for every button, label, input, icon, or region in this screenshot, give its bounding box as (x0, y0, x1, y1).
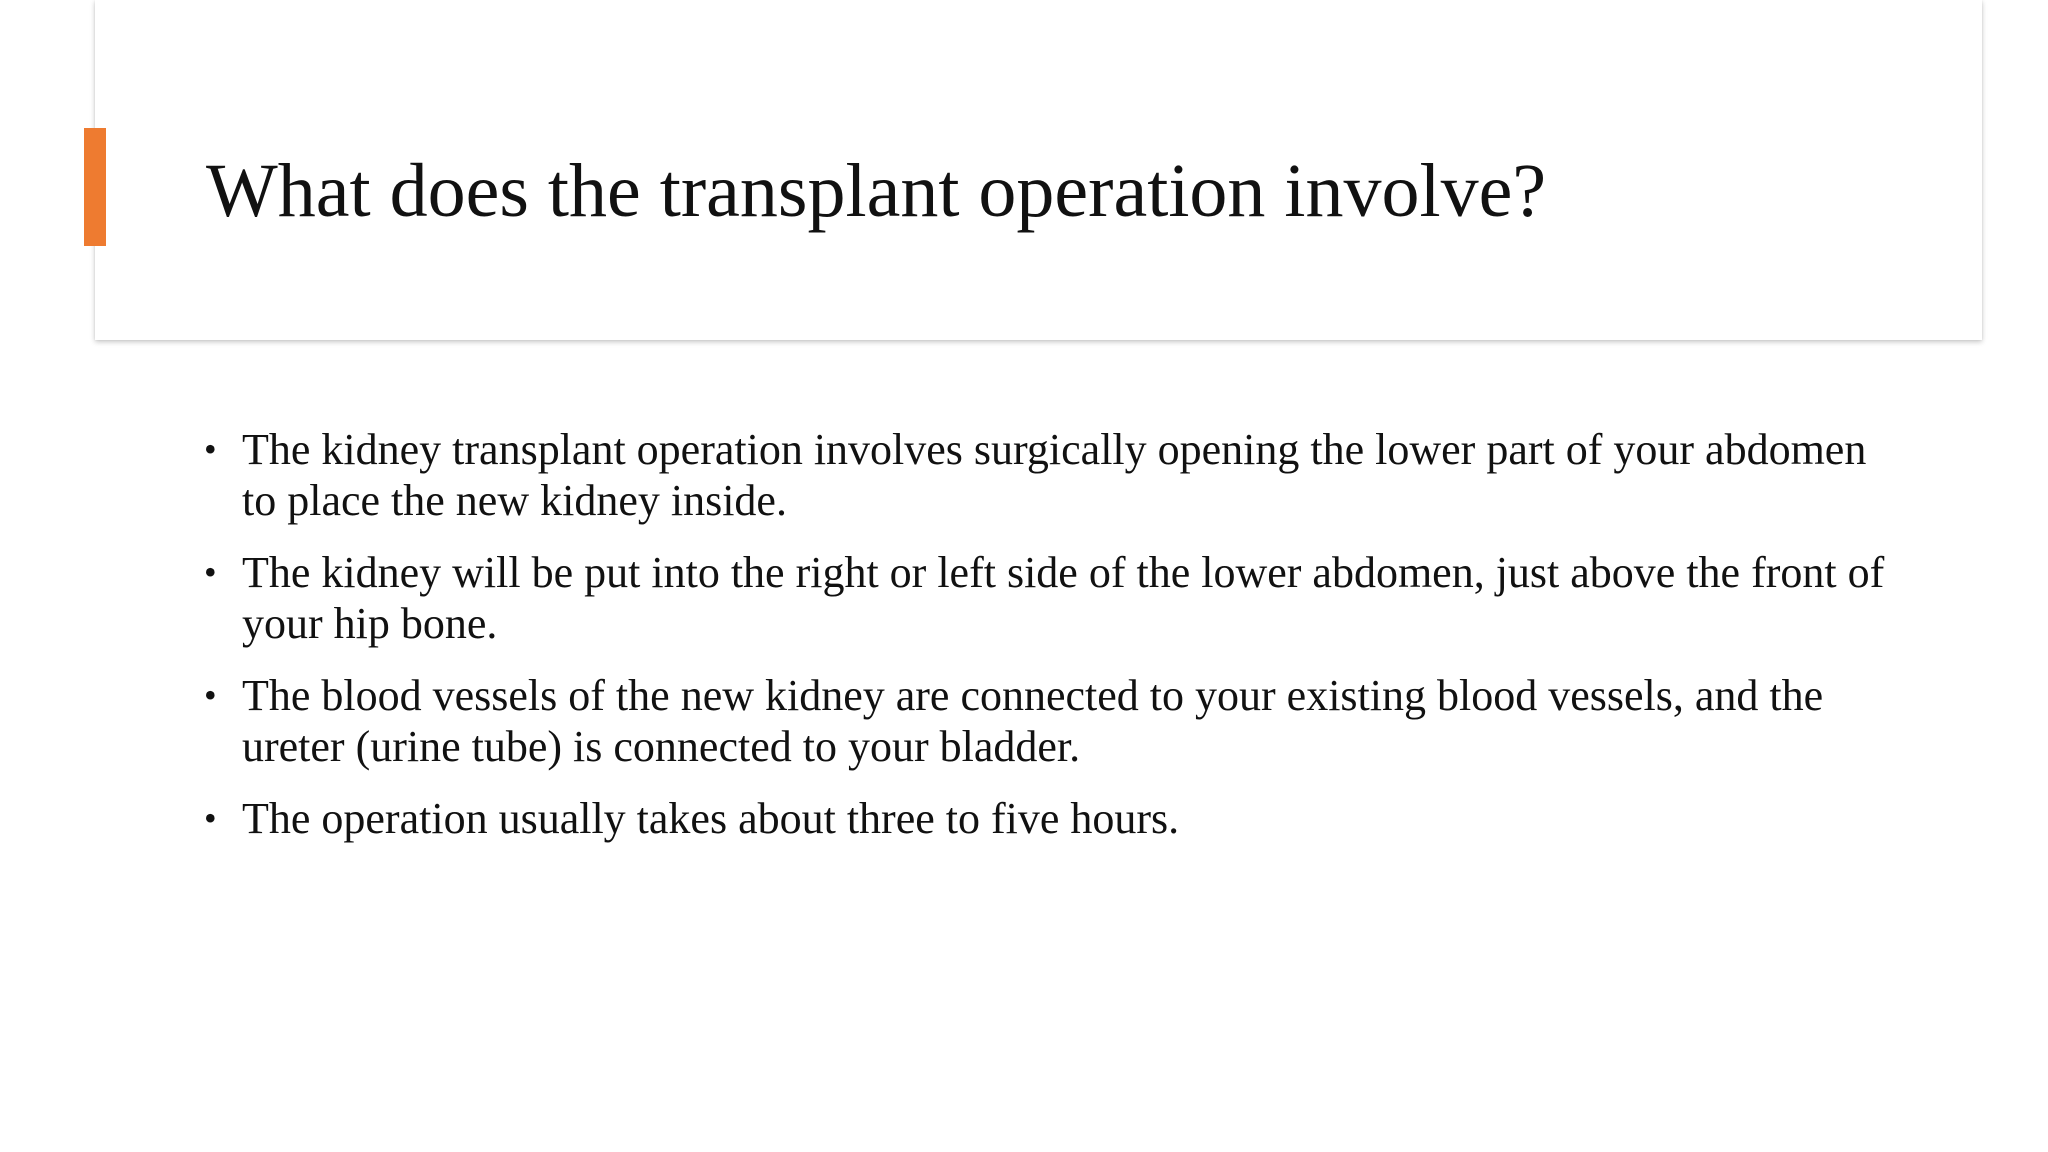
bullet-list (204, 424, 1904, 865)
slide-title: What does the transplant operation involve? (206, 149, 1547, 233)
bullet-text: The blood vessels of the new kidney are connected to your existing blood vessels, and the ureter (urine tube) is connected to your bladder. (242, 671, 1824, 771)
bullet-icon: • (204, 552, 217, 592)
title-accent-bar (84, 128, 106, 246)
bullet-icon: • (204, 675, 217, 715)
bullet-text: The kidney will be put into the right or left side of the lower abdomen, just above the front of your hip bone. (242, 548, 1885, 648)
bullet-item (204, 793, 1904, 844)
bullet-text: The kidney transplant operation involves surgically opening the lower part of your abdomen to place the new kidney inside. (242, 425, 1867, 525)
bullet-text: The operation usually takes about three to five hours. (242, 794, 1180, 843)
bullet-item (204, 424, 1904, 526)
bullet-icon: • (204, 798, 217, 838)
bullet-item (204, 547, 1904, 649)
bullet-item (204, 670, 1904, 772)
bullet-icon: • (204, 429, 217, 469)
